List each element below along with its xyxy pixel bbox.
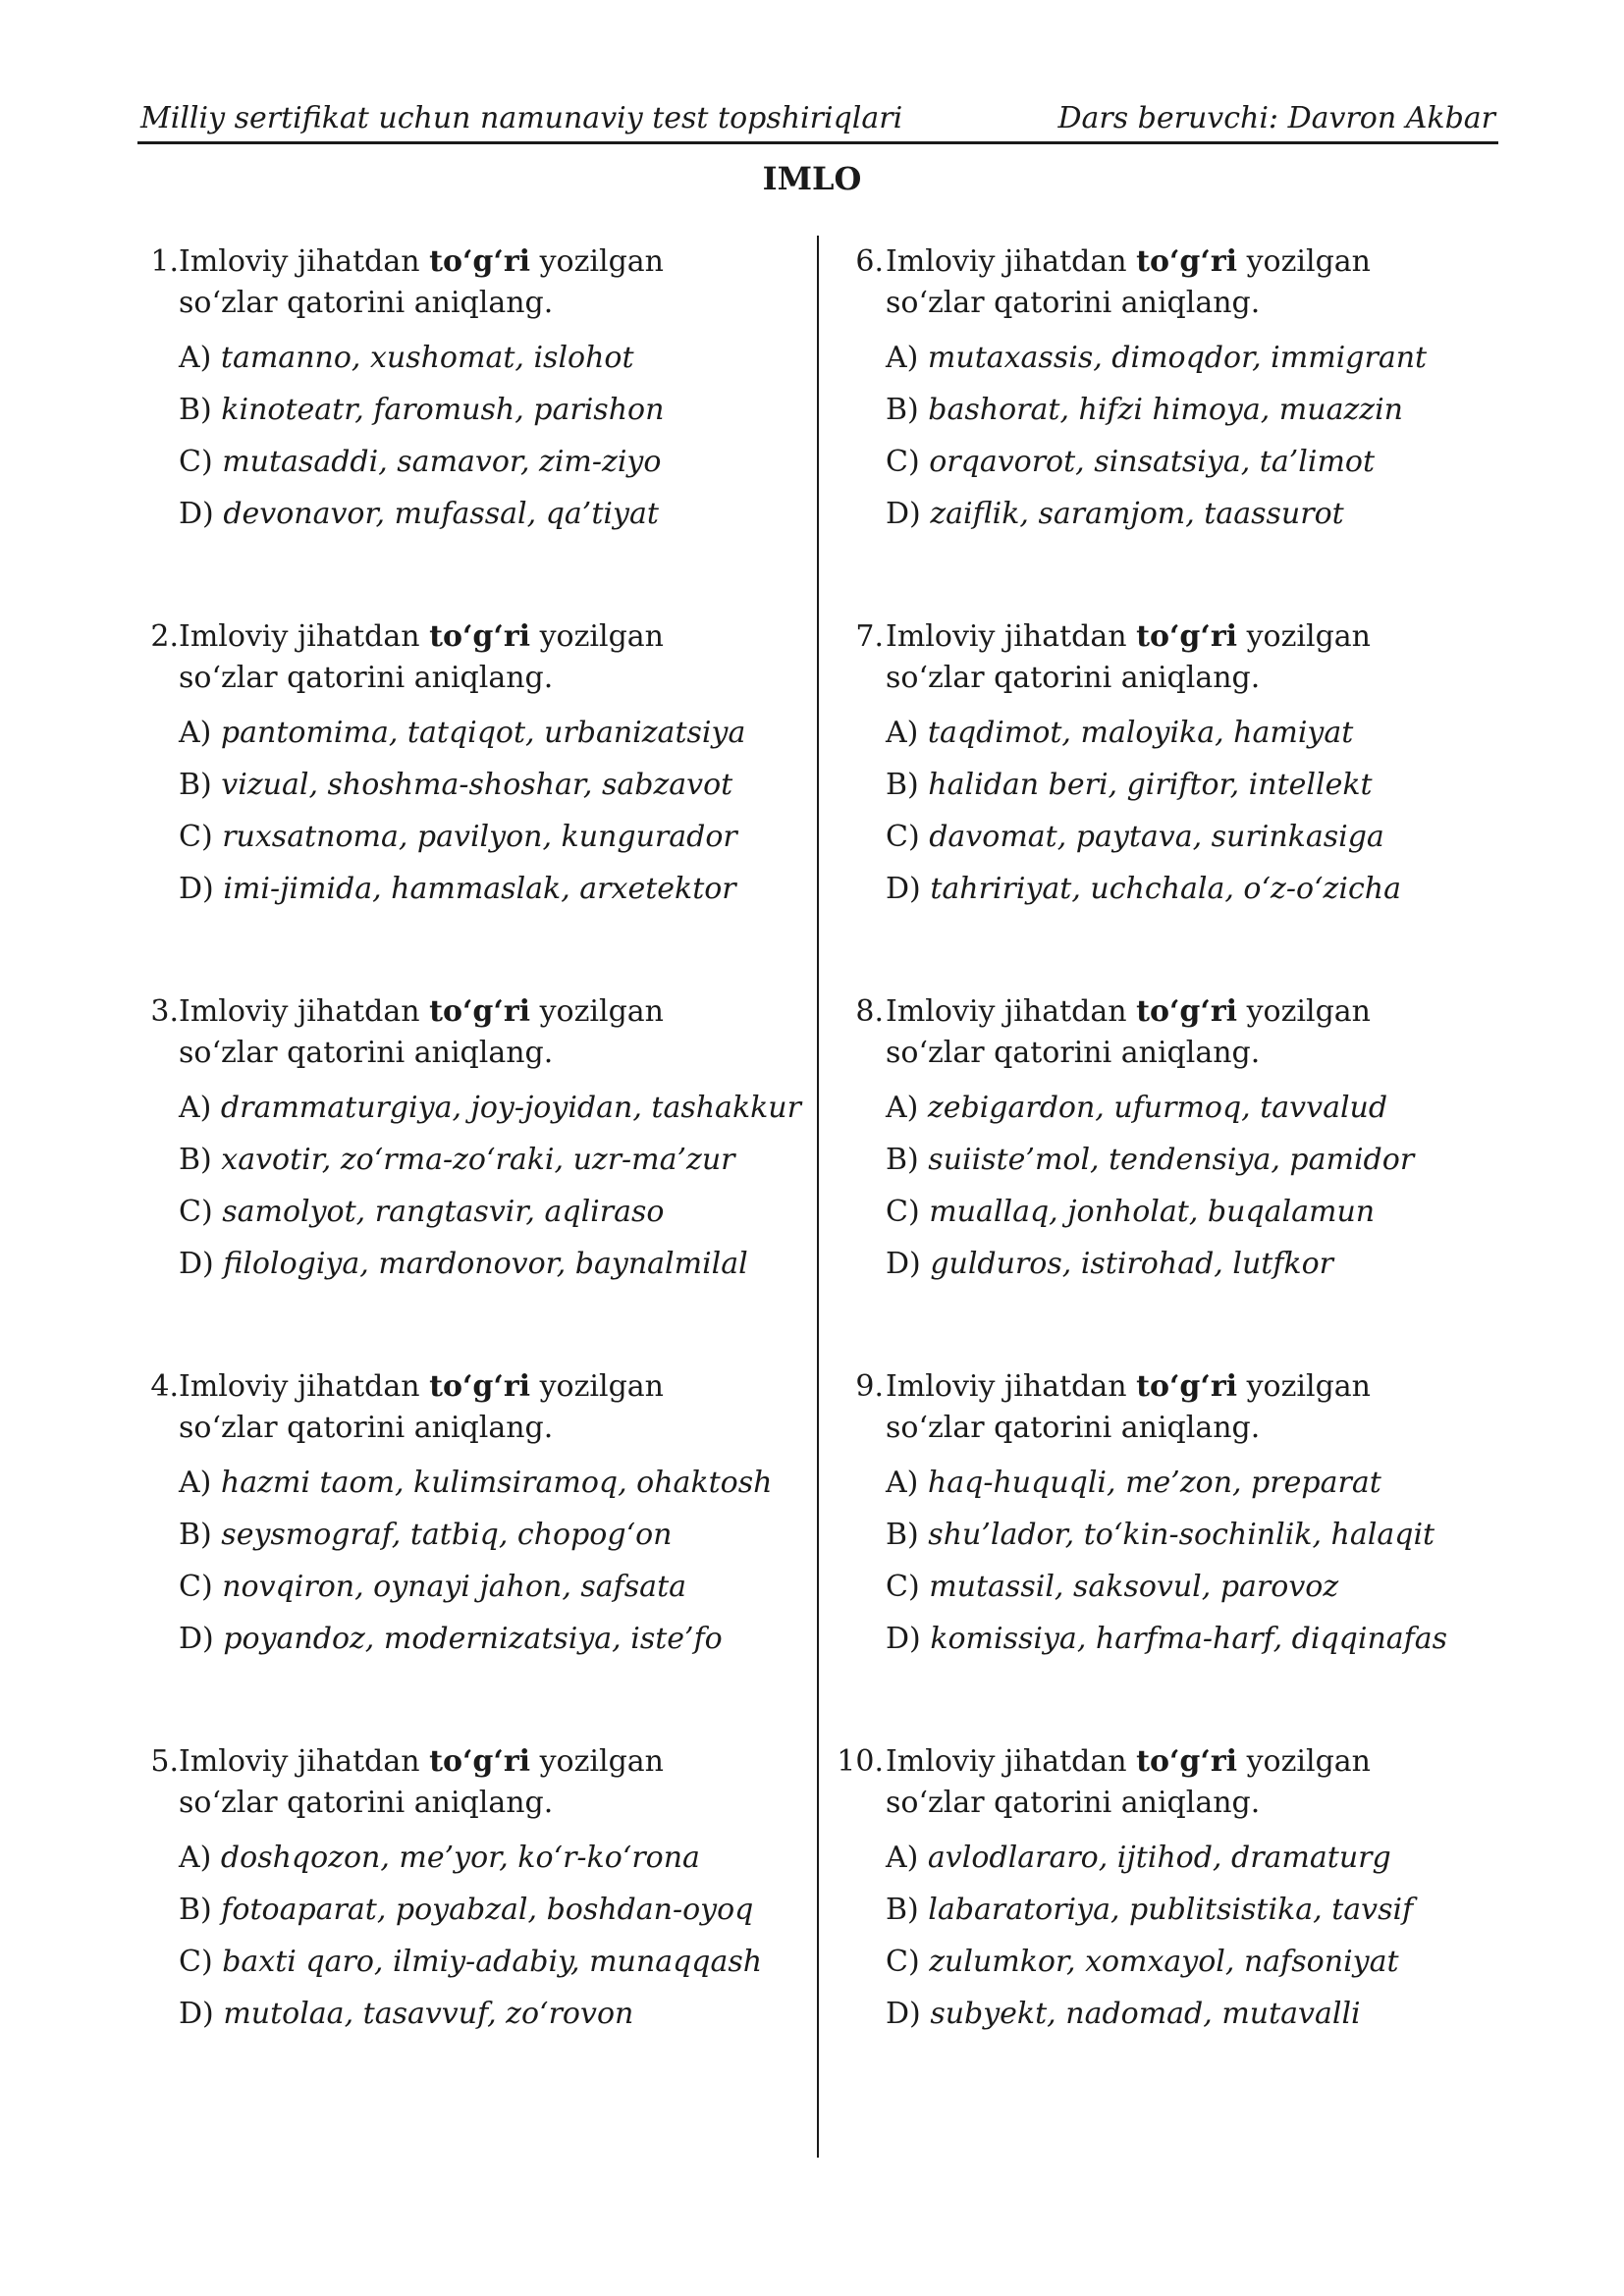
option-text: imi-jimida, hammaslak, arxetektor (223, 872, 736, 906)
answer-option (886, 494, 1427, 546)
question (835, 241, 1473, 616)
answer-option (886, 1515, 1447, 1567)
question-text-before: Imloviy jihatdan (179, 619, 430, 654)
option-text: davomat, paytava, surinkasiga (929, 820, 1384, 854)
question-text (886, 1366, 1465, 1449)
question-text (179, 991, 758, 1074)
question-text-after: yozilgan so‘zlar qatorini aniqlang. (179, 244, 664, 320)
option-letter: A) (179, 716, 212, 750)
option-letter: B) (886, 1893, 919, 1927)
question-text (886, 1741, 1465, 1824)
answer-option (179, 1619, 772, 1671)
question-text-after: yozilgan so‘zlar qatorini aniqlang. (886, 1744, 1371, 1820)
page-title: IMLO (762, 160, 862, 197)
column-divider (817, 236, 819, 2158)
option-text: mutassil, saksovul, parovoz (929, 1570, 1339, 1604)
question-text (179, 241, 758, 324)
option-text: mutasaddi, samavor, zim-ziyo (222, 445, 662, 479)
option-text: zaiflik, saramjom, taassurot (930, 497, 1344, 531)
option-text: gulduros, istirohad, lutfkor (930, 1247, 1334, 1281)
option-text: fotoaparat, poyabzal, boshdan-oyoq (221, 1893, 754, 1927)
option-text: pantomima, tatqiqot, urbanizatsiya (220, 716, 746, 750)
question-text-after: yozilgan so‘zlar qatorini aniqlang. (179, 619, 664, 695)
option-text: devonavor, mufassal, qa’tiyat (223, 497, 659, 531)
option-letter: B) (179, 1143, 212, 1177)
question-text-after: yozilgan so‘zlar qatorini aniqlang. (886, 244, 1371, 320)
answer-option (179, 1088, 801, 1140)
option-text: baxti qaro, ilmiy-adabiy, munaqqash (222, 1945, 763, 1979)
answer-option (886, 1244, 1414, 1296)
answer-options (179, 1088, 801, 1296)
option-letter: D) (886, 1997, 921, 2031)
option-text: vizual, shoshma-shoshar, sabzavot (221, 768, 733, 802)
answer-option (886, 1838, 1413, 1890)
option-text: haq-huquqli, me’zon, preparat (927, 1466, 1381, 1500)
option-text: komissiya, harfma-harf, diqqinafas (930, 1622, 1448, 1656)
left-column (137, 241, 801, 2116)
question-number: 6. (855, 244, 884, 279)
option-letter: D) (886, 1247, 921, 1281)
question (137, 1741, 766, 2116)
answer-option (886, 442, 1427, 494)
option-letter: A) (179, 341, 212, 375)
option-text: filologiya, mardonovor, baynalmilal (223, 1247, 748, 1281)
question-number: 7. (855, 619, 884, 654)
question-text-after: yozilgan so‘zlar qatorini aniqlang. (179, 994, 664, 1070)
answer-option (179, 1463, 772, 1515)
answer-option (886, 1619, 1447, 1671)
question-text (179, 616, 758, 699)
option-text: poyandoz, modernizatsiya, iste’fo (223, 1622, 723, 1656)
answer-option (179, 338, 664, 390)
option-letter: D) (179, 1997, 214, 2031)
question-text-before: Imloviy jihatdan (886, 244, 1137, 279)
option-text: samolyot, rangtasvir, aqliraso (222, 1195, 665, 1229)
answer-options (179, 713, 745, 921)
option-letter: D) (179, 1247, 214, 1281)
question-text-before: Imloviy jihatdan (179, 244, 430, 279)
option-letter: A) (886, 341, 919, 375)
answer-options (179, 1838, 762, 2046)
option-letter: A) (179, 1091, 212, 1125)
option-text: orqavorot, sinsatsiya, ta’limot (929, 445, 1376, 479)
answer-option (179, 1244, 801, 1296)
question-text-emphasis: to‘g‘ri (1136, 244, 1238, 279)
option-text: tahririyat, uchchala, o‘z-o‘zicha (930, 872, 1401, 906)
answer-option (886, 1088, 1414, 1140)
option-text: kinoteatr, faromush, parishon (221, 393, 665, 427)
option-text: avlodlararo, ijtihod, dramaturg (927, 1841, 1391, 1875)
option-text: mutolaa, tasavvuf, zo‘rovon (223, 1997, 634, 2031)
option-letter: A) (886, 1466, 919, 1500)
option-letter: B) (179, 1518, 212, 1552)
option-letter: B) (886, 768, 919, 802)
question-text-before: Imloviy jihatdan (179, 994, 430, 1029)
option-text: subyekt, nadomad, mutavalli (930, 1997, 1361, 2031)
answer-options (886, 713, 1401, 921)
answer-options (886, 1088, 1414, 1296)
question (137, 616, 766, 991)
question (137, 1366, 773, 1741)
header-rule (137, 141, 1498, 144)
option-text: shu’lador, to‘kin-sochinlik, halaqit (928, 1518, 1435, 1552)
option-letter: A) (179, 1841, 212, 1875)
answer-option (179, 1567, 772, 1619)
question-text-before: Imloviy jihatdan (886, 994, 1137, 1029)
option-letter: B) (179, 393, 212, 427)
answer-option (886, 1942, 1413, 1994)
question-text (886, 241, 1465, 324)
question-text-emphasis: to‘g‘ri (429, 994, 531, 1029)
option-letter: C) (179, 820, 213, 854)
option-text: halidan beri, giriftor, intellekt (928, 768, 1373, 802)
answer-option (886, 1463, 1447, 1515)
option-letter: C) (886, 1945, 920, 1979)
answer-option (886, 1192, 1414, 1244)
question-text-after: yozilgan so‘zlar qatorini aniqlang. (886, 994, 1371, 1070)
answer-option (886, 1890, 1413, 1942)
question (137, 991, 801, 1366)
option-text: hazmi taom, kulimsiramoq, ohaktosh (220, 1466, 773, 1500)
option-letter: C) (179, 1195, 213, 1229)
answer-option (886, 390, 1427, 442)
option-letter: B) (179, 768, 212, 802)
answer-option (179, 1192, 801, 1244)
option-letter: B) (886, 393, 919, 427)
question-number: 5. (150, 1744, 179, 1779)
question-number: 2. (150, 619, 179, 654)
page-header (137, 98, 1498, 139)
question-number: 3. (150, 994, 179, 1029)
option-text: labaratoriya, publitsistika, tavsif (928, 1893, 1414, 1927)
answer-option (886, 1994, 1413, 2046)
option-letter: C) (886, 1195, 920, 1229)
option-text: xavotir, zo‘rma-zo‘raki, uzr-ma’zur (221, 1143, 735, 1177)
option-text: seysmograf, tatbiq, chopog‘on (221, 1518, 673, 1552)
question (835, 616, 1473, 991)
answer-option (179, 817, 745, 869)
option-letter: D) (886, 1622, 921, 1656)
answer-option (179, 1942, 762, 1994)
answer-option (179, 442, 664, 494)
header-left-text: Milliy sertifikat uchun namunaviy test topshiriqlari (140, 101, 903, 135)
question (835, 1741, 1473, 2116)
question-text-after: yozilgan so‘zlar qatorini aniqlang. (179, 1369, 664, 1445)
question-text-before: Imloviy jihatdan (179, 1369, 430, 1404)
question-text (179, 1741, 758, 1824)
answer-option (886, 338, 1427, 390)
answer-option (886, 713, 1401, 765)
question-number: 1. (150, 244, 179, 279)
option-letter: C) (179, 1945, 213, 1979)
question-text-emphasis: to‘g‘ri (1136, 1369, 1238, 1404)
answer-options (886, 1838, 1413, 2046)
answer-option (179, 869, 745, 921)
answer-options (179, 1463, 772, 1671)
question-text-emphasis: to‘g‘ri (1136, 619, 1238, 654)
option-text: muallaq, jonholat, buqalamun (929, 1195, 1376, 1229)
option-letter: A) (179, 1466, 212, 1500)
right-column (835, 241, 1473, 2116)
question-number: 8. (855, 994, 884, 1029)
option-letter: C) (179, 445, 213, 479)
answer-option (886, 817, 1401, 869)
option-text: tamanno, xushomat, islohot (220, 341, 634, 375)
question-number: 4. (150, 1369, 179, 1404)
question (835, 991, 1473, 1366)
question-text-emphasis: to‘g‘ri (429, 619, 531, 654)
answer-option (886, 869, 1401, 921)
question-text-after: yozilgan so‘zlar qatorini aniqlang. (886, 619, 1371, 695)
header-right-text: Dars beruvchi: Davron Akbar (1057, 101, 1495, 135)
answer-options (886, 1463, 1447, 1671)
question-text-before: Imloviy jihatdan (179, 1744, 430, 1779)
option-letter: A) (886, 1841, 919, 1875)
question-number: 9. (855, 1369, 884, 1404)
option-text: novqiron, oynayi jahon, safsata (222, 1570, 687, 1604)
option-text: zebigardon, ufurmoq, tavvalud (927, 1091, 1388, 1125)
option-letter: C) (886, 820, 920, 854)
answer-option (179, 1890, 762, 1942)
question-text-before: Imloviy jihatdan (886, 619, 1137, 654)
question-text-emphasis: to‘g‘ri (1136, 994, 1238, 1029)
answer-option (886, 765, 1401, 817)
option-letter: B) (886, 1518, 919, 1552)
answer-option (179, 390, 664, 442)
question-text-emphasis: to‘g‘ri (429, 1369, 531, 1404)
option-letter: D) (179, 1622, 214, 1656)
option-letter: D) (886, 497, 921, 531)
answer-option (886, 1140, 1414, 1192)
option-letter: B) (179, 1893, 212, 1927)
question-text-after: yozilgan so‘zlar qatorini aniqlang. (179, 1744, 664, 1820)
question-text-emphasis: to‘g‘ri (429, 1744, 531, 1779)
question-text (886, 616, 1465, 699)
question-text-before: Imloviy jihatdan (886, 1369, 1137, 1404)
question-number: 10. (837, 1744, 884, 1779)
question-text-emphasis: to‘g‘ri (429, 244, 531, 279)
option-text: doshqozon, me’yor, ko‘r-ko‘rona (220, 1841, 700, 1875)
option-text: taqdimot, maloyika, hamiyat (927, 716, 1354, 750)
option-letter: D) (179, 497, 214, 531)
question (835, 1366, 1473, 1741)
option-letter: C) (886, 445, 920, 479)
option-text: zulumkor, xomxayol, nafsoniyat (929, 1945, 1399, 1979)
option-text: bashorat, hifzi himoya, muazzin (928, 393, 1403, 427)
option-text: ruxsatnoma, pavilyon, kungurador (222, 820, 737, 854)
option-text: suiiste’mol, tendensiya, pamidor (928, 1143, 1415, 1177)
option-letter: A) (886, 1091, 919, 1125)
option-letter: B) (886, 1143, 919, 1177)
question (137, 241, 766, 616)
question-text (179, 1366, 758, 1449)
question-text-before: Imloviy jihatdan (886, 1744, 1137, 1779)
option-letter: C) (886, 1570, 920, 1604)
option-letter: A) (886, 716, 919, 750)
option-text: drammaturgiya, joy-joyidan, tashakkur (220, 1091, 801, 1125)
answer-option (179, 1994, 762, 2046)
answer-option (179, 1515, 772, 1567)
option-letter: D) (179, 872, 214, 906)
answer-option (179, 713, 745, 765)
answer-option (886, 1567, 1447, 1619)
question-text-after: yozilgan so‘zlar qatorini aniqlang. (886, 1369, 1371, 1445)
question-text (886, 991, 1465, 1074)
answer-option (179, 494, 664, 546)
option-text: mutaxassis, dimoqdor, immigrant (927, 341, 1428, 375)
answer-options (179, 338, 664, 546)
option-letter: C) (179, 1570, 213, 1604)
answer-option (179, 765, 745, 817)
option-letter: D) (886, 872, 921, 906)
answer-option (179, 1140, 801, 1192)
question-text-emphasis: to‘g‘ri (1136, 1744, 1238, 1779)
answer-option (179, 1838, 762, 1890)
answer-options (886, 338, 1427, 546)
